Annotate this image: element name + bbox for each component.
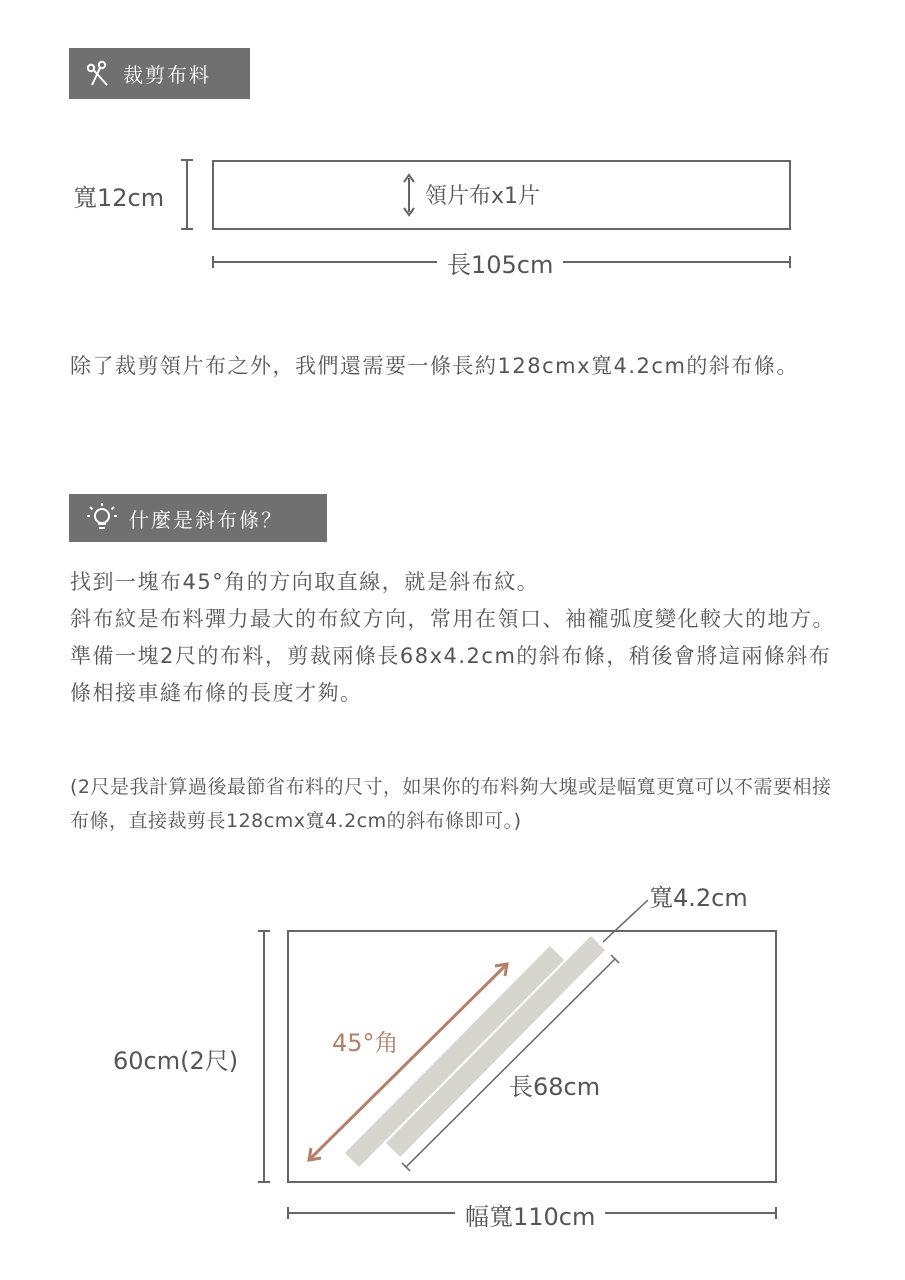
width-leader-line [603,900,648,942]
paragraph: 找到一塊布45°角的方向取直線，就是斜布紋。 [70,570,540,594]
paragraph: 準備一塊2尺的布料，剪裁兩條長68x4.2cm的斜布條，稍後會將這兩條斜布條相接車縫布條的長度才夠。 [70,644,832,705]
strip-length-label: 長68cm [509,1073,601,1101]
paragraph: 斜布紋是布料彈力最大的布紋方向，常用在領口、袖襱弧度變化較大的地方。 [70,607,835,631]
intro-paragraph: 除了裁剪領片布之外，我們還需要一條長約128cmx寬4.2cm的斜布條。 [70,354,799,378]
size-note: (2尺是我計算過後最節省布料的尺寸，如果你的布料夠大塊或是幅寬更寬可以不需要相接布條，直接裁剪長128cmx寬4.2cm的斜布條即可。) [70,776,832,832]
piece-label: 領片布x1片 [425,184,541,209]
width-label: 寬12cm [73,184,165,212]
section-title: 什麼是斜布條？ [129,507,283,532]
fabric-width-label: 幅寬110cm [455,1197,605,1232]
length-label: 長105cm [437,245,563,280]
section-title: 裁剪布料 [123,63,211,87]
height-label: 60cm(2尺) [113,1047,239,1075]
strip-width-label: 寬4.2cm [649,884,748,912]
angle-label: 45°角 [332,1029,399,1057]
